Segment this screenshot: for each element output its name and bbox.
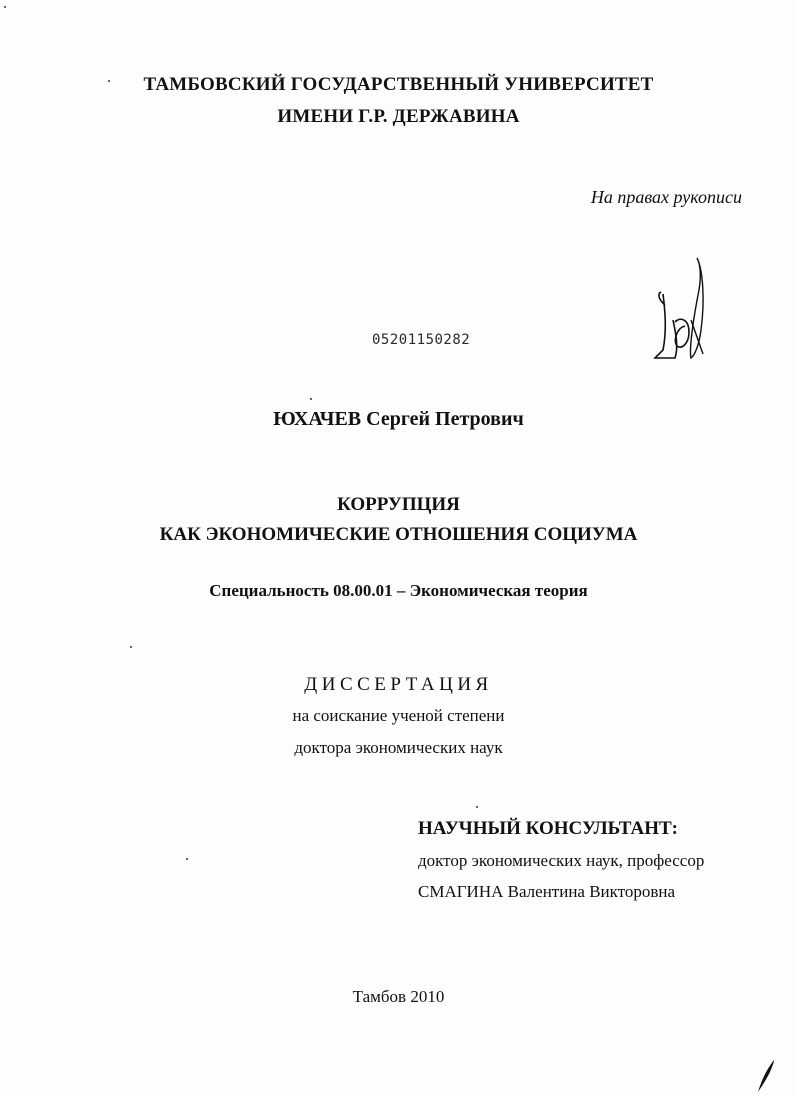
author-name: ЮХАЧЕВ Сергей Петрович	[273, 408, 524, 430]
university-name-line1: ТАМБОВСКИЙ ГОСУДАРСТВЕННЫЙ УНИВЕРСИТЕТ	[143, 74, 654, 95]
pen-mark	[752, 1058, 780, 1094]
scan-speck	[476, 806, 478, 808]
thesis-title-line2: КАК ЭКОНОМИЧЕСКИЕ ОТНОШЕНИЯ СОЦИУМА	[159, 524, 638, 545]
consultant-name: СМАГИНА Валентина Викторовна	[418, 882, 676, 901]
specialty-line: Специальность 08.00.01 – Экономическая теория	[209, 581, 588, 600]
work-type-label: ДИССЕРТАЦИЯ	[304, 674, 493, 695]
city-year: Тамбов 2010	[352, 987, 445, 1006]
scan-speck	[310, 398, 312, 400]
university-name-line2: ИМЕНИ Г.Р. ДЕРЖАВИНА	[277, 106, 520, 127]
scan-speck	[108, 80, 110, 82]
scan-speck	[130, 646, 132, 648]
degree-line2: доктора экономических наук	[294, 738, 503, 757]
thesis-title-line1: КОРРУПЦИЯ	[337, 494, 460, 515]
degree-line1: на соискание ученой степени	[292, 706, 505, 725]
scan-speck	[186, 858, 188, 860]
consultant-degree: доктор экономических наук, профессор	[418, 851, 705, 870]
handwritten-signature	[645, 250, 715, 370]
manuscript-rights-note: На правах рукописи	[590, 187, 742, 207]
consultant-heading: НАУЧНЫЙ КОНСУЛЬТАНТ:	[418, 818, 678, 839]
scan-speck	[4, 6, 6, 8]
catalog-number: 05201150282	[372, 332, 471, 348]
